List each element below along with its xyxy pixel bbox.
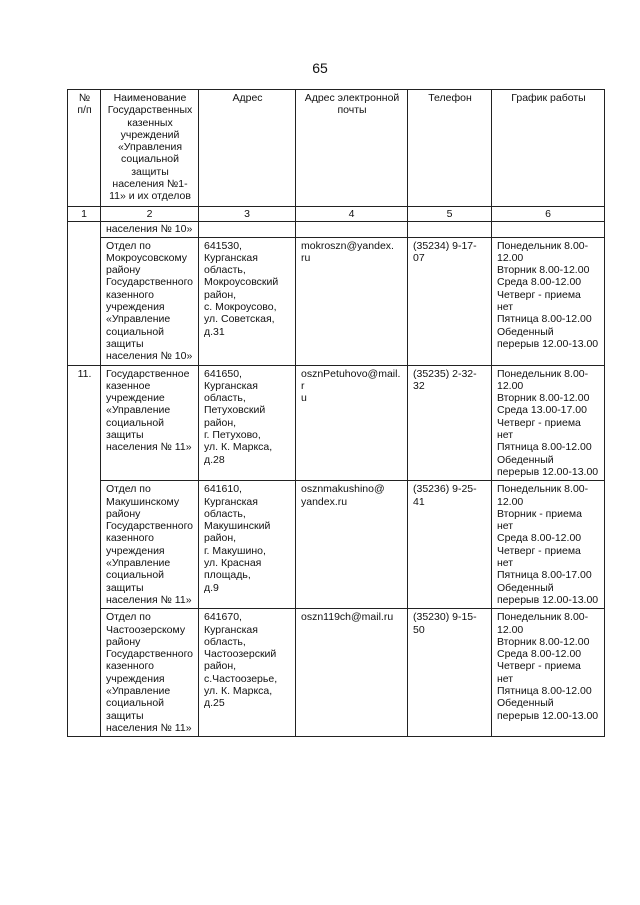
- table-row: [68, 237, 605, 365]
- page-number: 65: [312, 60, 328, 76]
- header-phone: Телефон: [408, 90, 492, 207]
- institution-phone: (35234) 9-17- 07: [408, 237, 492, 365]
- institution-address: 641650, Курганская область, Петуховский район, г. Петухово, ул. К. Маркса, д.28: [199, 365, 296, 481]
- empty-cell: [408, 222, 492, 237]
- institution-phone: (35236) 9-25- 41: [408, 481, 492, 609]
- column-number: 3: [199, 207, 296, 222]
- table-row: [68, 365, 605, 481]
- column-number: 2: [101, 207, 199, 222]
- institution-name: Отдел по Частоозерскому району Государственного казенного учреждения «Управление социальной защиты населения № 11»: [101, 609, 199, 737]
- header-name: Наименование Государственных казенных учреждений «Управления социальной защиты населения №1- 11» и их отделов: [101, 90, 199, 207]
- institution-name: Отдел по Макушинскому району Государственного казенного учреждения «Управление социальной защиты населения № 11»: [101, 481, 199, 609]
- header-row: [68, 90, 605, 207]
- institution-phone: (35235) 2-32- 32: [408, 365, 492, 481]
- institution-address: 641530, Курганская область, Мокроусовский район, с. Мокроусово, ул. Советская, д.31: [199, 237, 296, 365]
- table-row: [68, 481, 605, 609]
- institution-address: 641610, Курганская область, Макушинский район, г. Макушино, ул. Красная площадь, д.9: [199, 481, 296, 609]
- institution-email: oszn119ch@mail.ru: [296, 609, 408, 737]
- empty-cell: [296, 222, 408, 237]
- continuation-row: [68, 222, 605, 237]
- header-address: Адрес: [199, 90, 296, 207]
- institution-name: Отдел по Мокроусовскому району Государственного казенного учреждения «Управление социальной защиты населения № 10»: [101, 237, 199, 365]
- header-number: № п/п: [68, 90, 101, 207]
- institution-address: 641670, Курганская область, Частоозерский район, с.Частоозерье, ул. К. Маркса, д.25: [199, 609, 296, 737]
- institutions-table: [67, 89, 605, 737]
- row-number: [68, 222, 101, 365]
- column-number-row: [68, 207, 605, 222]
- institution-email: mokroszn@yandex. ru: [296, 237, 408, 365]
- institution-schedule: Понедельник 8.00- 12.00 Вторник - приема нет Среда 8.00-12.00 Четверг - приема нет Пятница 8.00-17.00 Обеденный перерыв 12.00-13.00: [492, 481, 605, 609]
- empty-cell: [492, 222, 605, 237]
- institution-email: osznmakushino@ yandex.ru: [296, 481, 408, 609]
- institution-phone: (35230) 9-15- 50: [408, 609, 492, 737]
- column-number: 4: [296, 207, 408, 222]
- institution-email: osznPetuhovo@mail.r u: [296, 365, 408, 481]
- column-number: 6: [492, 207, 605, 222]
- row-number: 11.: [68, 365, 101, 737]
- continuation-text: населения № 10»: [101, 222, 199, 237]
- institution-name: Государственное казенное учреждение «Управление социальной защиты населения № 11»: [101, 365, 199, 481]
- institution-schedule: Понедельник 8.00- 12.00 Вторник 8.00-12.00 Среда 8.00-12.00 Четверг - приема нет Пятница 8.00-12.00 Обеденный перерыв 12.00-13.00: [492, 609, 605, 737]
- column-number: 5: [408, 207, 492, 222]
- table-row: [68, 609, 605, 737]
- empty-cell: [199, 222, 296, 237]
- institution-schedule: Понедельник 8.00- 12.00 Вторник 8.00-12.00 Среда 8.00-12.00 Четверг - приема нет Пятница 8.00-12.00 Обеденный перерыв 12.00-13.00: [492, 237, 605, 365]
- column-number: 1: [68, 207, 101, 222]
- header-email: Адрес электронной почты: [296, 90, 408, 207]
- institution-schedule: Понедельник 8.00- 12.00 Вторник 8.00-12.00 Среда 13.00-17.00 Четверг - приема нет Пятница 8.00-12.00 Обеденный перерыв 12.00-13.00: [492, 365, 605, 481]
- header-schedule: График работы: [492, 90, 605, 207]
